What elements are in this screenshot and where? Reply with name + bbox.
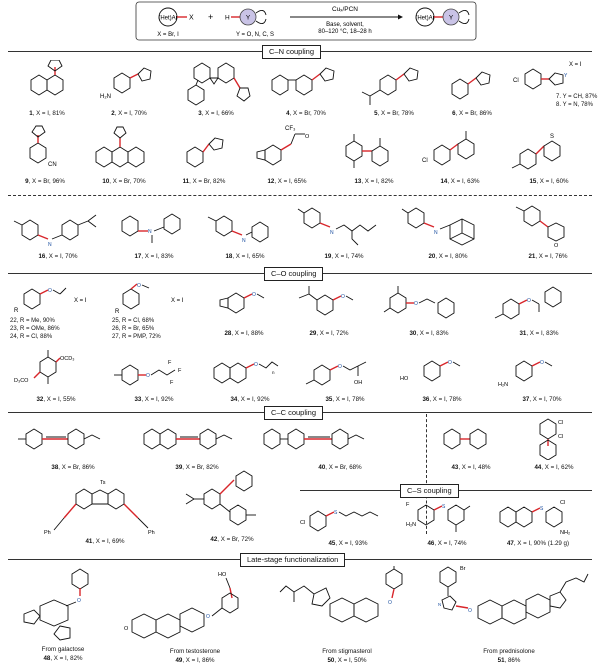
compound-28: O 28, X = I, 88% — [204, 282, 284, 344]
svg-text:R: R — [14, 308, 19, 314]
phenethyl-aryl-ether-structure — [489, 282, 589, 328]
compound-41: Ts Ph Ph 41, X = I, 69% — [40, 478, 170, 550]
cc-section-header: C–C coupling — [264, 406, 323, 420]
methyl-diarylamine-structure — [112, 199, 196, 253]
chlorophenyl-alkyl-thioether-structure — [298, 500, 398, 538]
svg-text:Y: Y — [564, 73, 568, 79]
bipyridyl-aryl-alkyne-structure — [260, 420, 420, 460]
compound-34: O n 34, X = I, 92% — [204, 348, 296, 410]
svg-text:CF₃: CF₃ — [285, 126, 296, 132]
svg-text:Cl: Cl — [558, 420, 564, 426]
product-y-label: Y — [448, 14, 454, 22]
compound-35: O OH 35, X = I, 78% — [298, 348, 392, 410]
svg-text:O: O — [48, 288, 52, 294]
acetophenone-imidazole-structure — [356, 58, 432, 110]
svg-text:N: N — [330, 230, 334, 236]
x-note: X = Br, I — [157, 32, 179, 38]
stigmasterol-derivative-structure — [274, 566, 420, 646]
compound-14: Cl 14, X = I, 63% — [418, 120, 502, 190]
svg-text:O: O — [341, 294, 345, 300]
compound-40: 40, X = Br, 68% — [258, 420, 422, 478]
compound-31: O 31, X = I, 83% — [486, 282, 592, 344]
compound-36: HO O 36, X = I, 78% — [394, 348, 490, 410]
svg-text:H₂N: H₂N — [406, 522, 417, 528]
svg-text:HO: HO — [400, 376, 409, 382]
compound-29: O 29, X = I, 72% — [286, 282, 372, 344]
svg-text:N: N — [148, 229, 152, 235]
dibenzofuran-imidazole-structure — [174, 58, 258, 110]
svg-text:Ph: Ph — [44, 530, 51, 536]
svg-text:OH: OH — [354, 380, 363, 386]
benzodioxole-trifluoroacetamide-structure — [245, 120, 329, 178]
source-stigmasterol: From stigmasterol — [322, 648, 372, 655]
aminophenyl-ethyl-ether-structure — [494, 348, 590, 394]
compound-3: 3, X = I, 66% — [172, 58, 260, 122]
svg-text:Cl: Cl — [300, 520, 306, 526]
cn-amine-separator — [8, 195, 592, 196]
compound-11: 11, X = Br, 82% — [166, 124, 242, 190]
testosterone-derivative-structure — [122, 566, 268, 646]
svg-text:N: N — [48, 242, 52, 248]
label-compound-8: 8. Y = N, 78% — [556, 102, 593, 108]
svg-text:O: O — [137, 283, 141, 289]
compound-47: S Cl NH₂ 47, X = I, 90% (1.29 g) — [494, 496, 594, 552]
svg-text:O: O — [305, 134, 310, 140]
prednisolone-triazole-derivative-structure — [426, 562, 592, 646]
y-note: Y = O, N, C, S — [235, 32, 275, 38]
compound-19: N 19, X = I, 74% — [292, 197, 396, 265]
plus-sign: + — [208, 12, 214, 22]
label-compound-25: 25, R = Cl, 68% — [112, 318, 155, 324]
svg-text:S: S — [550, 134, 555, 140]
tolyl-sultam-structure — [506, 120, 592, 178]
label-compound-22: 22, R = Me, 90% — [10, 318, 55, 324]
cn-section-header: C–N coupling — [262, 45, 321, 59]
cyclohexyl-arylamine-structure — [202, 199, 288, 253]
compound-16: N 16, X = I, 70% — [8, 199, 108, 265]
compound-25-27 — [110, 282, 202, 344]
svg-text:O: O — [338, 364, 342, 370]
chlorophenyl-azole-structure — [511, 58, 595, 94]
benzodioxole-ether-structure — [206, 282, 282, 328]
compound-20: N 20, X = I, 80% — [396, 197, 500, 265]
compound-9: CN 9, X = Br, 96% — [8, 124, 82, 190]
tolyl-morpholine-structure — [504, 197, 592, 253]
compound-50: O From stigmasterol 50, X = I, 50% — [272, 566, 422, 670]
chlorophenyl-pyridazinone-structure — [420, 120, 500, 178]
compound-37: H₂N O 37, X = I, 70% — [492, 348, 592, 410]
bipyridyl-imidazole-structure — [264, 58, 348, 110]
compound-2: H₂N 2, X = I, 70% — [90, 60, 168, 122]
compound-45: Cl S 45, X = I, 93% — [296, 500, 400, 552]
phenyl-pyrimidine-structure — [432, 420, 510, 460]
pyridyl-imidazole-structure — [438, 58, 506, 110]
product-aryl-label: (Het)Ar — [415, 15, 435, 22]
compound-21: O 21, X = I, 76% — [502, 197, 594, 265]
compound-38: 38, X = Br, 86% — [8, 420, 138, 478]
svg-text:O: O — [254, 362, 258, 368]
svg-text:n: n — [272, 370, 275, 375]
compound-49: HO O O From testosterone 49, X = I, 86% — [120, 566, 270, 670]
y-atom-label: Y — [245, 14, 251, 22]
naphthyl-imidazole-structure — [17, 60, 77, 110]
compound-18: N 18, X = I, 65% — [200, 199, 290, 265]
svg-text:O: O — [527, 298, 531, 304]
compound-22-24 — [8, 282, 108, 344]
svg-text:O: O — [554, 243, 559, 249]
source-prednisolone: From prednisolone — [483, 648, 535, 655]
mesityl-morpholinoethyl-ether-structure — [376, 282, 482, 328]
compound-39: 39, X = Br, 82% — [138, 420, 256, 478]
svg-text:NH₂: NH₂ — [560, 530, 571, 536]
svg-text:O: O — [388, 600, 392, 606]
hydroxyphenyl-ethyl-ether-structure — [396, 348, 488, 394]
compound-51: Br N O From prednisolone 51, 86% — [424, 562, 594, 670]
aryl-ethyl-ether-structure — [10, 282, 106, 316]
svg-text:Br: Br — [460, 566, 466, 572]
compound-15: S 15, X = I, 60% — [504, 120, 594, 190]
svg-text:O: O — [448, 360, 452, 366]
svg-text:D₃CO: D₃CO — [14, 378, 29, 384]
svg-text:Cl: Cl — [560, 500, 566, 506]
compound-10: 10, X = Br, 70% — [82, 124, 166, 190]
conditions-line-1: Base, solvent, — [326, 22, 364, 28]
svg-text:S: S — [540, 506, 544, 512]
deuteromethoxy-arene-structure — [10, 348, 102, 394]
ethylhexyl-arylamine-structure — [294, 197, 394, 253]
naphthyl-aryl-alkyne-structure — [140, 420, 254, 460]
dimethylphenyl-pyridone-structure — [334, 120, 414, 178]
pyrimidinyl-imidazole-structure — [169, 124, 239, 178]
svg-text:F: F — [178, 368, 182, 374]
halide-x-label: X — [189, 14, 194, 22]
dichlorobiphenyl-structure — [516, 416, 592, 460]
compound-1: 1, X = I, 81% — [8, 60, 86, 122]
svg-text:OCD₃: OCD₃ — [60, 356, 75, 362]
conditions-line-2: 80–120 °C, 18–28 h — [318, 29, 372, 35]
svg-text:N: N — [434, 230, 438, 236]
compound-6: 6, X = Br, 86% — [436, 58, 508, 122]
compound-12: CF₃ O 12, X = I, 65% — [244, 120, 330, 190]
svg-text:S: S — [334, 510, 338, 516]
compound-42: 42, X = Br, 72% — [172, 470, 292, 550]
svg-text:H₂N: H₂N — [100, 94, 111, 100]
reactant-aryl-label: (Het)Ar — [158, 15, 178, 22]
svg-text:F: F — [170, 380, 174, 386]
svg-text:O: O — [77, 598, 81, 604]
diarylamine-tbutyl-structure — [10, 199, 106, 253]
compound-46: F H₂N S 46, X = I, 74% — [402, 496, 492, 552]
catalyst-label: Cuₓ/PCN — [332, 6, 358, 13]
label-compound-26: 26, R = Br, 65% — [112, 326, 155, 332]
label-compound-24: 24, R = Cl, 88% — [10, 334, 53, 340]
h-atom-label: H — [225, 14, 230, 22]
aminofluorophenyl-thioether-structure — [404, 496, 490, 538]
cs-section-header: C–S coupling — [400, 484, 459, 498]
svg-text:O: O — [206, 614, 210, 620]
svg-text:Cl: Cl — [422, 158, 428, 164]
svg-text:H₂N: H₂N — [498, 382, 509, 388]
aminophenyl-imidazole-structure — [94, 60, 164, 110]
svg-text:O: O — [468, 608, 472, 614]
benzoate-ether-structure — [287, 282, 371, 328]
svg-text:Ph: Ph — [148, 530, 155, 536]
svg-text:S: S — [442, 504, 446, 510]
compound-33: O F F F 33, X = I, 92% — [106, 348, 202, 410]
compound-7-8 — [510, 58, 596, 122]
galactose-derivative-structure — [10, 566, 116, 644]
fluorinated-alkyl-ether-structure — [108, 348, 200, 394]
svg-text:O: O — [124, 626, 129, 632]
compound-30: O 30, X = I, 83% — [374, 282, 484, 344]
terphenyl-alkyne-structure — [174, 470, 290, 536]
svg-text:F: F — [168, 360, 172, 366]
compound-5: 5, X = Br, 78% — [354, 58, 434, 122]
svg-text:X = I: X = I — [171, 298, 184, 304]
svg-text:F: F — [406, 502, 410, 508]
quinolinyl-alkenyl-ether-structure — [206, 348, 294, 394]
svg-text:Cl: Cl — [513, 78, 519, 84]
svg-text:X = I: X = I — [74, 298, 87, 304]
svg-text:O: O — [540, 360, 544, 366]
label-compound-23: 23, R = OMe, 86% — [10, 326, 60, 332]
compound-32: OCD₃ D₃CO 32, X = I, 55% — [8, 348, 104, 410]
svg-text:N: N — [242, 238, 246, 244]
svg-text:HO: HO — [218, 572, 227, 578]
adamantylmethyl-arylamine-structure — [398, 197, 498, 253]
compound-17: N 17, X = I, 83% — [110, 199, 198, 265]
svg-text:R: R — [115, 309, 120, 315]
diaryl-alkyne-structure — [10, 420, 136, 460]
svg-text:X = I: X = I — [569, 62, 582, 68]
compound-48: O From galactose 48, X = I, 82% — [8, 566, 118, 670]
ortho-substituted-aryl-ether-structure — [111, 282, 201, 316]
anthracenyl-imidazole-structure — [84, 124, 164, 178]
source-testosterone: From testosterone — [169, 648, 221, 655]
svg-text:CN: CN — [48, 162, 57, 168]
carbazole-bis-alkyne-structure — [42, 478, 168, 536]
compound-4: 4, X = Br, 70% — [262, 58, 350, 122]
co-section-header: C–O coupling — [264, 267, 323, 281]
source-galactose: From galactose — [41, 646, 85, 653]
svg-text:O: O — [252, 292, 256, 298]
compound-13: 13, X = I, 82% — [332, 120, 416, 190]
label-compound-7: 7. Y = CH, 87% — [556, 94, 598, 100]
compound-44: Cl Cl 44, X = I, 62% — [514, 416, 594, 478]
svg-text:O: O — [414, 301, 418, 307]
compound-43: 43, X = I, 48% — [430, 420, 512, 478]
naphthyl-aryl-thioether-structure — [496, 496, 592, 538]
svg-text:Ts: Ts — [100, 480, 106, 486]
svg-text:Cl: Cl — [558, 434, 564, 440]
label-compound-27: 27, R = PMP, 72% — [112, 334, 161, 340]
cyanophenyl-imidazole-structure — [10, 124, 80, 178]
late-section-header: Late-stage functionalization — [240, 553, 345, 567]
svg-text:O: O — [146, 373, 150, 379]
hydroxy-dimethylpropyl-ether-structure — [300, 348, 390, 394]
svg-text:N: N — [438, 602, 442, 607]
